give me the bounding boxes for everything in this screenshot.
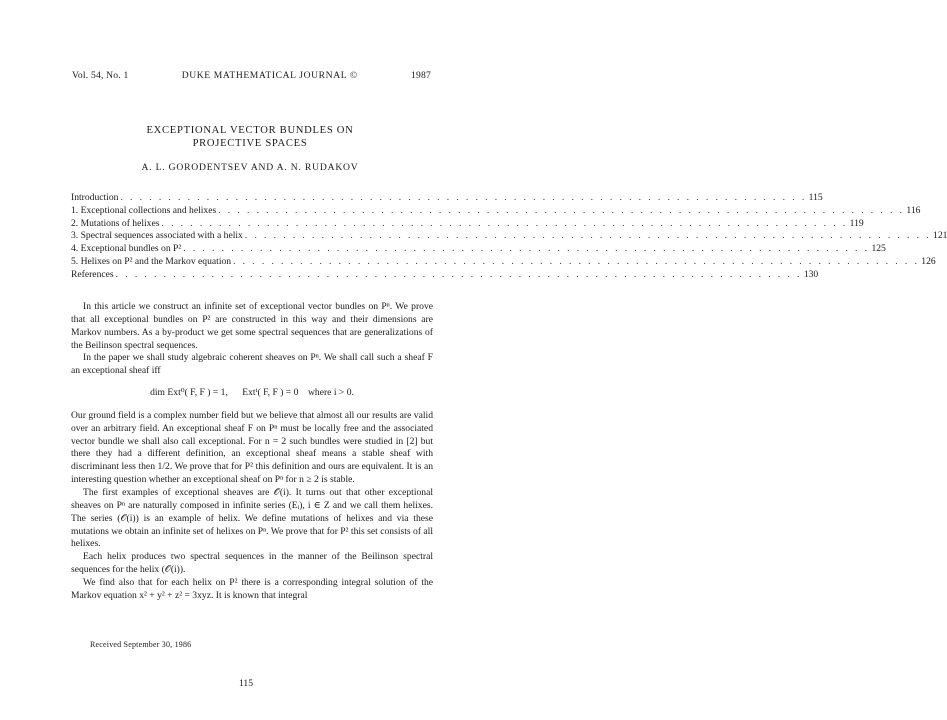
toc-entry[interactable]: [71, 255, 936, 269]
journal-name: DUKE MATHEMATICAL JOURNAL ©: [181, 70, 358, 81]
toc-entry-page: 125: [871, 243, 886, 255]
toc-leader-dots: . . . . . . . . . . . . . . . . . . . . . . . . . . . . . . . . . . . . . . . . . . . . . . . . . . . . . . . . . . . . . . . . . . . . . . . .: [233, 255, 920, 267]
article-title: [60, 124, 440, 150]
authors: A. L. GORODENTSEV AND A. N. RUDAKOV: [141, 162, 359, 173]
toc-leader-dots: . . . . . . . . . . . . . . . . . . . . . . . . . . . . . . . . . . . . . . . . . . . . . . . . . . . . . . . . . . . . . . . . . . . . . . . .: [218, 204, 905, 216]
toc-entry-title: 4. Exceptional bundles on P²: [71, 243, 182, 255]
toc-leader-dots: . . . . . . . . . . . . . . . . . . . . . . . . . . . . . . . . . . . . . . . . . . . . . . . . . . . . . . . . . . . . . . . . . . . . . . . .: [244, 230, 932, 242]
table-of-contents: [71, 192, 947, 282]
toc-leader-dots: . . . . . . . . . . . . . . . . . . . . . . . . . . . . . . . . . . . . . . . . . . . . . . . . . . . . . . . . . . . . . . . . . . . . . . . .: [161, 217, 848, 229]
toc-entry[interactable]: [71, 268, 819, 282]
toc-entry-title: 1. Exceptional collections and helixes: [71, 204, 217, 216]
toc-entry[interactable]: [71, 243, 886, 256]
toc-entry[interactable]: [71, 192, 823, 205]
toc-leader-dots: . . . . . . . . . . . . . . . . . . . . . . . . . . . . . . . . . . . . . . . . . . . . . . . . . . . . . . . . . . . . . . . . . . . . . . . .: [183, 243, 870, 255]
received-date: Received September 30, 1986: [90, 640, 192, 649]
year: 1987: [410, 70, 431, 81]
toc-entry-title: 5. Helixes on P² and the Markov equation: [71, 255, 232, 267]
paragraph: In the paper we shall study algebraic coherent sheaves on Pⁿ. We shall call such a sheaf F an exceptional sheaf iff: [71, 352, 433, 377]
toc-leader-dots: . . . . . . . . . . . . . . . . . . . . . . . . . . . . . . . . . . . . . . . . . . . . . . . . . . . . . . . . . . . . . . . . . . . . . . . .: [115, 268, 802, 280]
exceptional-sheaf-formula: dim Ext⁰( F, F ) = 1, Extⁱ( F, F ) = 0 where i > 0.: [150, 387, 354, 399]
toc-leader-dots: . . . . . . . . . . . . . . . . . . . . . . . . . . . . . . . . . . . . . . . . . . . . . . . . . . . . . . . . . . . . . . . . . . . . . . . .: [120, 192, 807, 203]
title-line-1: EXCEPTIONAL VECTOR BUNDLES ON: [146, 125, 354, 136]
toc-entry-page: 119: [849, 217, 864, 229]
toc-entry-page: 121: [933, 230, 947, 242]
paragraph: We find also that for each helix on P² there is a corresponding integral solution of the Markov equation x² + y² + z² = 3xyz. It is known that integral: [71, 576, 433, 601]
article-body: [71, 301, 433, 603]
toc-entry-page: 126: [921, 255, 936, 267]
toc-entry-title: Introduction: [71, 192, 119, 203]
toc-entry[interactable]: [71, 217, 864, 231]
toc-entry-title: References: [71, 268, 114, 280]
title-line-2: PROJECTIVE SPACES: [192, 138, 308, 149]
toc-entry-title: 2. Mutations of helixes: [71, 217, 160, 229]
paragraph: In this article we construct an infinite set of exceptional vector bundles on Pⁿ. We prove that all exceptional bundles on P² are constructed in this way and their dimensions are Markov numbers. As a by-product we get some spectral sequences that are generalizations of the Beilinson spectral sequences.: [71, 301, 433, 351]
paragraph: The first examples of exceptional sheaves are 𝒪(i). It turns out that other exceptional sheaves on Pⁿ are naturally composed in infinite series (Eᵢ), i ∈ Z and we call them helixes. The series (𝒪(i)) is an example of helix. We define mutations of helixes and via these mutations we obtain an infinite set of helixes on Pⁿ. We prove that for P² this set consists of all helixes.: [71, 486, 433, 550]
toc-entry-page: 115: [808, 192, 823, 203]
volume-info: Vol. 54, No. 1: [72, 70, 129, 81]
running-head: [72, 70, 431, 81]
page-number: 115: [238, 678, 254, 689]
toc-entry[interactable]: [71, 204, 921, 218]
toc-entry-title: 3. Spectral sequences associated with a helix: [71, 230, 243, 242]
toc-entry[interactable]: [71, 230, 947, 243]
paragraph: Our ground field is a complex number field but we believe that almost all our results are valid over an arbitrary field. An exceptional sheaf F on Pⁿ must be locally free and the associated vector bundle we shall also call exceptional. For n = 2 such bundles were studied in [2] but there they had a different definition, an exceptional sheaf means a stable sheaf with discriminant less then 1/2. We prove that for P² this definition and ours are equivalent. It is an interesting question whether an exceptional sheaf on Pⁿ for n ≥ 2 is stable.: [71, 409, 433, 486]
toc-entry-page: 130: [803, 268, 819, 280]
toc-entry-page: 116: [906, 204, 921, 216]
paragraph: Each helix produces two spectral sequences in the manner of the Beilinson spectral sequences for the helix (𝒪(i)).: [71, 551, 433, 576]
